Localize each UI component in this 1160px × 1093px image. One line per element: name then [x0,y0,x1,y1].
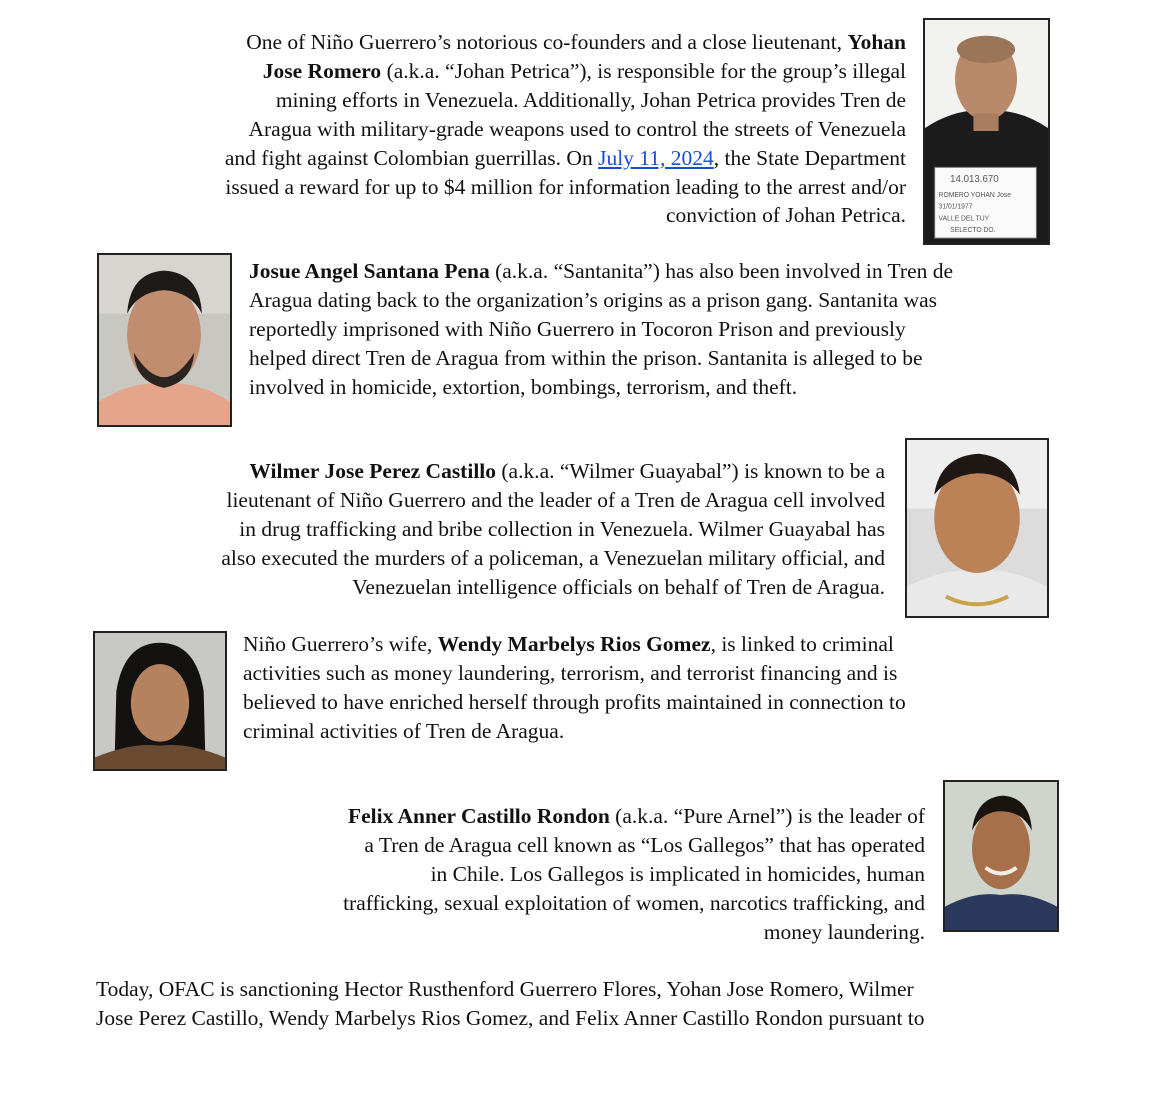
text-line: Jose Perez Castillo, Wendy Marbelys Rios Gomez, and Felix Anner Castillo Rondon pursuant to [96,1005,925,1030]
text-line: Jose Romero (a.k.a. “Johan Petrica”), is responsible for the group’s illegal [262,58,906,83]
sign-line: ROMERO YOHAN Jose [938,191,1011,199]
text-line: also executed the murders of a policeman, a Venezuelan military official, and [221,545,885,570]
text-line: Wilmer Jose Perez Castillo (a.k.a. “Wilmer Guayabal”) is known to be a [249,459,885,483]
rios-paragraph [243,630,1073,746]
text-line: a Tren de Aragua cell known as “Los Gallegos” that has operated [364,832,925,857]
text-line: conviction of Johan Petrica. [665,203,906,228]
text-line: lieutenant of Niño Guerrero and the leader of a Tren de Aragua cell involved [226,487,885,512]
text-line: Today, OFAC is sanctioning Hector Rusthenford Guerrero Flores, Yohan Jose Romero, Wilmer [96,977,914,1001]
castillo-photo [943,780,1059,932]
text-line: in drug trafficking and bribe collection in Venezuela. Wilmer Guayabal has [239,516,885,541]
text-line: reportedly imprisoned with Niño Guerrero in Tocoron Prison and previously [249,316,906,341]
sign-line: 31/01/1977 [938,203,973,211]
rios-photo [93,631,227,771]
text-line: Niño Guerrero’s wife, Wendy Marbelys Rios Gomez, is linked to criminal [243,632,894,656]
perez-paragraph [60,457,885,602]
text-line: issued a reward for up to $4 million for information leading to the arrest and/or [225,174,906,199]
romero-photo [923,18,1050,245]
text-line: Felix Anner Castillo Rondon (a.k.a. “Pure Arnel”) is the leader of [347,804,925,828]
text-line: Josue Angel Santana Pena (a.k.a. “Santanita”) has also been involved in Tren de [249,259,954,283]
text-line: One of Niño Guerrero’s notorious co-founders and a close lieutenant, Yohan [246,30,906,54]
text-line: criminal activities of Tren de Aragua. [243,718,565,743]
sign-line: VALLE DEL TUY [938,215,990,223]
text-line: in Chile. Los Gallegos is implicated in homicides, human [430,861,925,886]
text-line: helped direct Tren de Aragua from within the prison. Santanita is alleged to be [249,345,923,370]
santana-paragraph [249,257,1079,402]
perez-photo [905,438,1049,618]
text-line: Aragua dating back to the organization’s origins as a prison gang. Santanita was [249,287,938,312]
text-line: mining efforts in Venezuela. Additionally, Johan Petrica provides Tren de [275,87,906,112]
romero-paragraph [80,28,906,230]
text-line: trafficking, sexual exploitation of women, narcotics trafficking, and [343,890,925,915]
sign-line: 14.013.670 [950,174,999,186]
text-line: Aragua with military-grade weapons used to control the streets of Venezuela [248,116,906,141]
closing-paragraph [96,975,1096,1033]
text-line: involved in homicide, extortion, bombings, terrorism, and theft. [249,374,798,399]
reward-date-link[interactable]: July 11, 2024 [598,145,714,170]
santana-photo [97,253,232,427]
text-line: Venezuelan intelligence officials on behalf of Tren de Aragua. [352,574,885,599]
sign-line: SELECTO DO. [950,227,996,235]
castillo-paragraph [200,802,925,947]
text-line: money laundering. [763,919,925,944]
text-line: believed to have enriched herself through profits maintained in connection to [243,689,906,714]
text-line: activities such as money laundering, terrorism, and terrorist financing and is [243,660,898,685]
text-line: and fight against Colombian guerrillas. On July 11, 2024, the State Department [224,145,906,170]
